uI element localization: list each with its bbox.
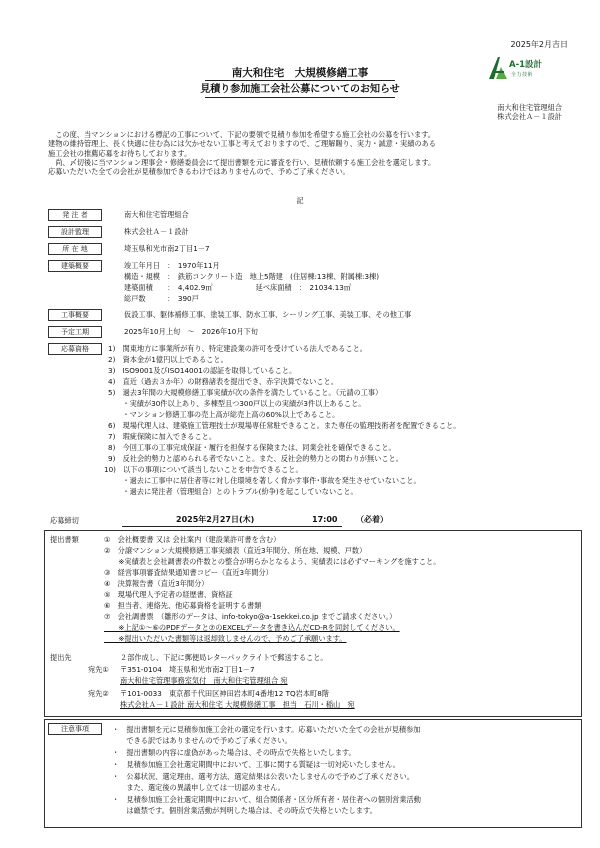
submit-item: ④ 決算報告書（直近3年間分） — [104, 579, 209, 588]
label-submit-to: 提出先 — [50, 653, 72, 662]
label-deadline: 応募締切 — [50, 516, 79, 525]
qualification-item: 5) 過去3年間の大規模修繕工事実績が次の条件を満たしていること。（元請の工事） — [108, 388, 383, 397]
submit-item: ⑥ 担当者、連絡先、他応募資格を証明する書類 — [104, 601, 262, 610]
building-line: 総戸数 ： 390戸 — [124, 294, 199, 303]
qualification-item: 6) 現場代理人は、建築施工管理技士が現場専任常駐できること。また専任の監理技術者を配置できること。 — [108, 421, 461, 430]
schedule-value: 2025年10月上旬 ～ 2026年10月下旬 — [124, 327, 258, 336]
subtitle-underline — [205, 97, 395, 98]
qualification-item: 10) 以下の事項について該当しないことを申告できること。 — [104, 465, 303, 474]
qualification-item: 3) ISO9001及びISO14001の認証を取得していること。 — [108, 366, 297, 375]
submit-item: ① 会社概要書 又は 会社案内（建設業許可書を含む） — [104, 535, 281, 544]
label-qualification: 応募資格 — [48, 343, 102, 355]
qualification-item: 7) 瑕疵保険に加入できること。 — [108, 432, 217, 441]
label-design: 設計監理 — [48, 226, 102, 238]
intro-line: 応募いただいた全ての会社が見積参加できるわけではありませんので、予めご了承ください。 — [48, 167, 350, 177]
label-submit: 提出書類 — [50, 535, 79, 544]
deadline-date: 2025年2月27日(木) — [176, 515, 255, 524]
document-title: 南大和住宅 大規模修繕工事 — [231, 67, 369, 79]
dest2-line: 株式会社Ａ－１設計 南大和住宅 大規模修繕工事 担当 石川・稲山 宛 — [120, 700, 355, 709]
intro-paragraph — [48, 130, 568, 177]
submit-item: ※上記①～⑥のPDFデータと⑦のEXCELデータを書き込んだCD-Rを同封してください。 — [104, 623, 400, 632]
issuer-line: 株式会社Ａ－１設計 — [497, 112, 562, 122]
qualification-item: ・過去に工事中に居住者等に対し住環境を著しく脅かす事件･事故を発生させていないこと。 — [108, 476, 421, 485]
intro-line: 建物の維持管理上、長く快適に住む為には欠かせない工事と考えておりますので、ご理解賜り、実力・誠意・実績のある — [48, 139, 436, 149]
dest2-line: 〒101-0033 東京都千代田区神田岩本町4番地12 TQ岩本町8階 — [120, 689, 329, 698]
issue-date: 2025年2月吉日 — [510, 40, 568, 49]
dest2-label: 宛先② — [88, 689, 109, 698]
note-item: できる訳ではありませんので予めご了承ください。 — [112, 736, 292, 745]
issuer — [497, 103, 562, 122]
orderer-value: 南大和住宅管理組合 — [124, 210, 189, 219]
qualification-item: ・マンション修繕工事の売上高が総売上高の60%以上であること。 — [108, 410, 340, 419]
logo-tagline: 全力技術 — [511, 72, 534, 78]
note-item: ・ 見積参加施工会社選定期間中において、組合関係者・区分所有者・居住者への個別営業活動 — [112, 795, 421, 804]
submit-item: ※提出いただいた書類等は返却致しませんので、予めご了承願います。 — [104, 634, 347, 643]
label-notes: 注意事項 — [48, 723, 102, 735]
note-item: ・ 見積参加施工会社選定期間中において、工事に関する質疑は一切対応いたしません。 — [112, 760, 400, 769]
intro-line: この度、当マンションにおける標記の工事について、下記の要領で見積り参加を希望する施工会社の公募を行います。 — [55, 130, 435, 139]
note-item: ・ 提出書類を元に見積参加施工会社の選定を行います。応募いただいた全ての会社が見積参加 — [112, 725, 421, 734]
intro-line: 施工会社の推薦応募をお待ちしております。 — [48, 148, 192, 158]
title-underline — [205, 80, 395, 81]
dest1-line: 南大和住宅管理事務室気付 南大和住宅管理組合 宛 — [120, 676, 288, 685]
intro-line: 尚、〆切後に当マンション理事会・修繕委員会にて提出書類を元に審査を行い、見積依頼する施工会社を選定します。 — [55, 158, 436, 168]
label-orderer: 発 注 者 — [48, 209, 102, 221]
label-schedule: 予定工期 — [48, 326, 102, 338]
qualification-item: 4) 直近（過去３か年）の財務諸表を提出でき、赤字決算でないこと。 — [108, 377, 338, 386]
submit-item: ② 分譲マンション大規模修繕工事実績表（直近3年間分、所在地、規模、戸数） — [104, 546, 367, 555]
note-item: ・ 提出書類の内容に虚偽があった場合は、その時点で失格といたします。 — [112, 748, 356, 757]
building-line: 建築面積 ： 4,402.9㎡ 延べ床面積 ： 21034.13㎡ — [124, 283, 352, 292]
dest1-label: 宛先① — [88, 665, 109, 674]
location-value: 埼玉県和光市南2丁目1－7 — [124, 244, 210, 253]
deadline-note: （必着） — [356, 515, 388, 524]
ki-heading: 記 — [296, 196, 304, 205]
qualification-item: ・実績が30件以上あり、多棟型且つ300戸以上の実績が3件以上あること。 — [108, 399, 366, 408]
note-item: は厳禁です。個別営業活動が判明した場合は、その時点で失格といたします。 — [112, 806, 377, 815]
issuer-line: 南大和住宅管理組合 — [497, 103, 562, 112]
label-location: 所 在 地 — [48, 243, 102, 255]
dest1-line: 〒351-0104 埼玉県和光市南2丁目1－7 — [120, 665, 255, 674]
note-item: また、選定後の異議申し立ては一切認めません。 — [112, 783, 285, 792]
submit-item: ⑤ 現場代理人予定者の経歴書、資格証 — [104, 590, 233, 599]
qualification-item: 9) 反社会的勢力と認められる者でないこと。また、反社会的勢力との関わりが無いこと。 — [108, 454, 403, 463]
submit-to-note: ２部作成し、下記に郵便局レターパックライトで郵送すること。 — [120, 653, 328, 662]
work-value: 仮設工事、躯体補修工事、塗装工事、防水工事、シーリング工事、美装工事、その他工事 — [124, 310, 412, 319]
note-item: ・ 公募状況、選定理由、選考方法、選定結果は公表いたしませんので予めご了承ください。 — [112, 772, 414, 781]
label-work: 工事概要 — [48, 309, 102, 321]
design-value: 株式会社Ａ－１設計 — [124, 227, 189, 236]
qualification-item: 1) 関東地方に事業所が有り、特定建設業の許可を受けている法人であること。 — [108, 344, 367, 353]
logo-name: A-1設計 — [509, 60, 543, 70]
qualification-item: 2) 資本金が1億円以上であること。 — [108, 355, 228, 364]
qualification-item: ・過去に発注者（管理組合）とのトラブル(紛争)を起こしていないこと。 — [108, 487, 358, 496]
label-building: 建築概要 — [48, 260, 102, 272]
deadline-time: 17:00 — [312, 515, 338, 524]
building-line: 竣工年月日 ： 1970年11月 — [124, 261, 220, 270]
submit-item: ③ 経営事項審査結果通知書コピー（直近3年間分） — [104, 568, 273, 577]
document-subtitle: 見積り参加施工会社公募についてのお知らせ — [200, 84, 400, 95]
qualification-item: 8) 今回工事の工事完成保証・履行を担保する保険または、同業会社を確保できること。 — [108, 443, 396, 452]
submit-item: ⑦ 会社調書票 （雛形のデータは、info-tokyo@a-1sekkei.co.jp までご請求ください。） — [104, 612, 397, 621]
submit-item: ※実績表と会社調書表の件数との整合が明らかとなるよう、実績表には必ずマーキングを施すこと。 — [104, 557, 441, 566]
building-line: 構造・規模 ： 鉄筋コンクリート造 地上5階建 (住居棟:13棟、附属棟:3棟) — [124, 272, 380, 281]
